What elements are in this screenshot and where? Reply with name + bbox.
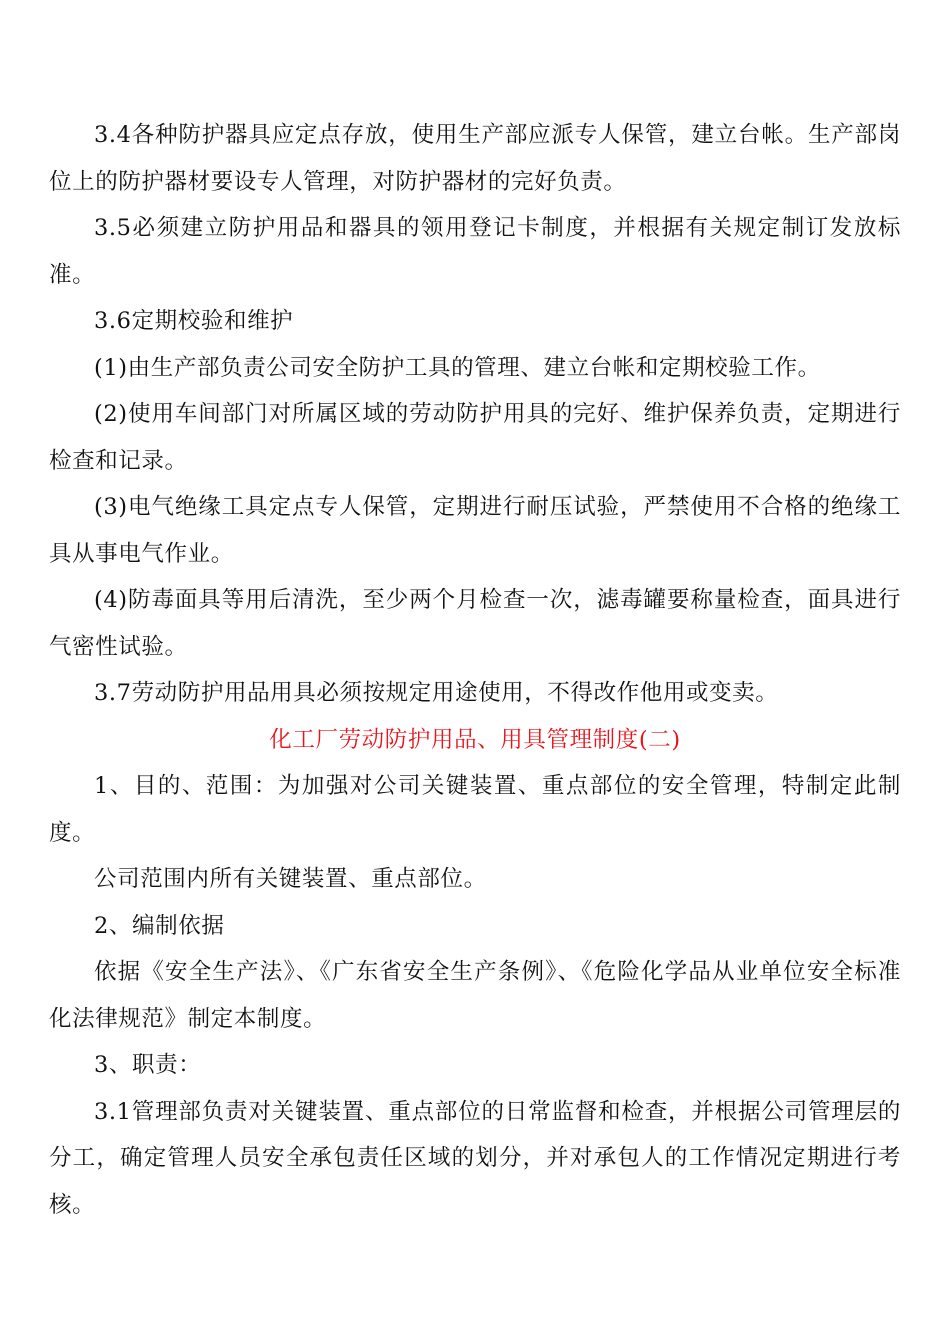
paragraph-3-4: 3.4各种防护器具应定点存放，使用生产部应派专人保管，建立台帐。生产部岗位上的防护器材要设专人管理，对防护器材的完好负责。: [49, 122, 901, 195]
paragraph-purpose-scope: 1、目的、范围：为加强对公司关键装置、重点部位的安全管理，特制定此制度。: [49, 773, 901, 846]
document-page: [49, 112, 901, 1228]
paragraph-3-6-item-3: (3)电气绝缘工具定点专人保管，定期进行耐压试验，严禁使用不合格的绝缘工具从事电气作业。: [49, 494, 901, 567]
paragraph-scope-detail: 公司范围内所有关键装置、重点部位。: [94, 866, 487, 892]
paragraph-3-5: 3.5必须建立防护用品和器具的领用登记卡制度，并根据有关规定制订发放标准。: [49, 215, 901, 288]
paragraph-3-6-item-1: (1)由生产部负责公司安全防护工具的管理、建立台帐和定期校验工作。: [94, 354, 821, 381]
paragraph-basis-heading: 2、编制依据: [94, 912, 225, 939]
paragraph-3-7: 3.7劳动防护用品用具必须按规定用途使用，不得改作他用或变卖。: [94, 680, 779, 706]
paragraph-basis-detail: 依据《安全生产法》、《广东省安全生产条例》、《危险化学品从业单位安全标准化法律规范》制定本制度。: [49, 959, 901, 1032]
section-title: 化工厂劳动防护用品、用具管理制度(二): [269, 726, 681, 753]
paragraph-3-6-item-4: (4)防毒面具等用后清洗，至少两个月检查一次，滤毒罐要称量检查，面具进行气密性试验。: [49, 587, 901, 660]
paragraph-3-6-heading: 3.6定期校验和维护: [94, 308, 294, 334]
paragraph-3-6-item-2: (2)使用车间部门对所属区域的劳动防护用具的完好、维护保养负责，定期进行检查和记录。: [49, 401, 901, 474]
paragraph-3-1: 3.1管理部负责对关键装置、重点部位的日常监督和检查，并根据公司管理层的分工，确定管理人员安全承包责任区域的划分，并对承包人的工作情况定期进行考核。: [49, 1098, 901, 1218]
paragraph-duties-heading: 3、职责：: [94, 1052, 202, 1078]
